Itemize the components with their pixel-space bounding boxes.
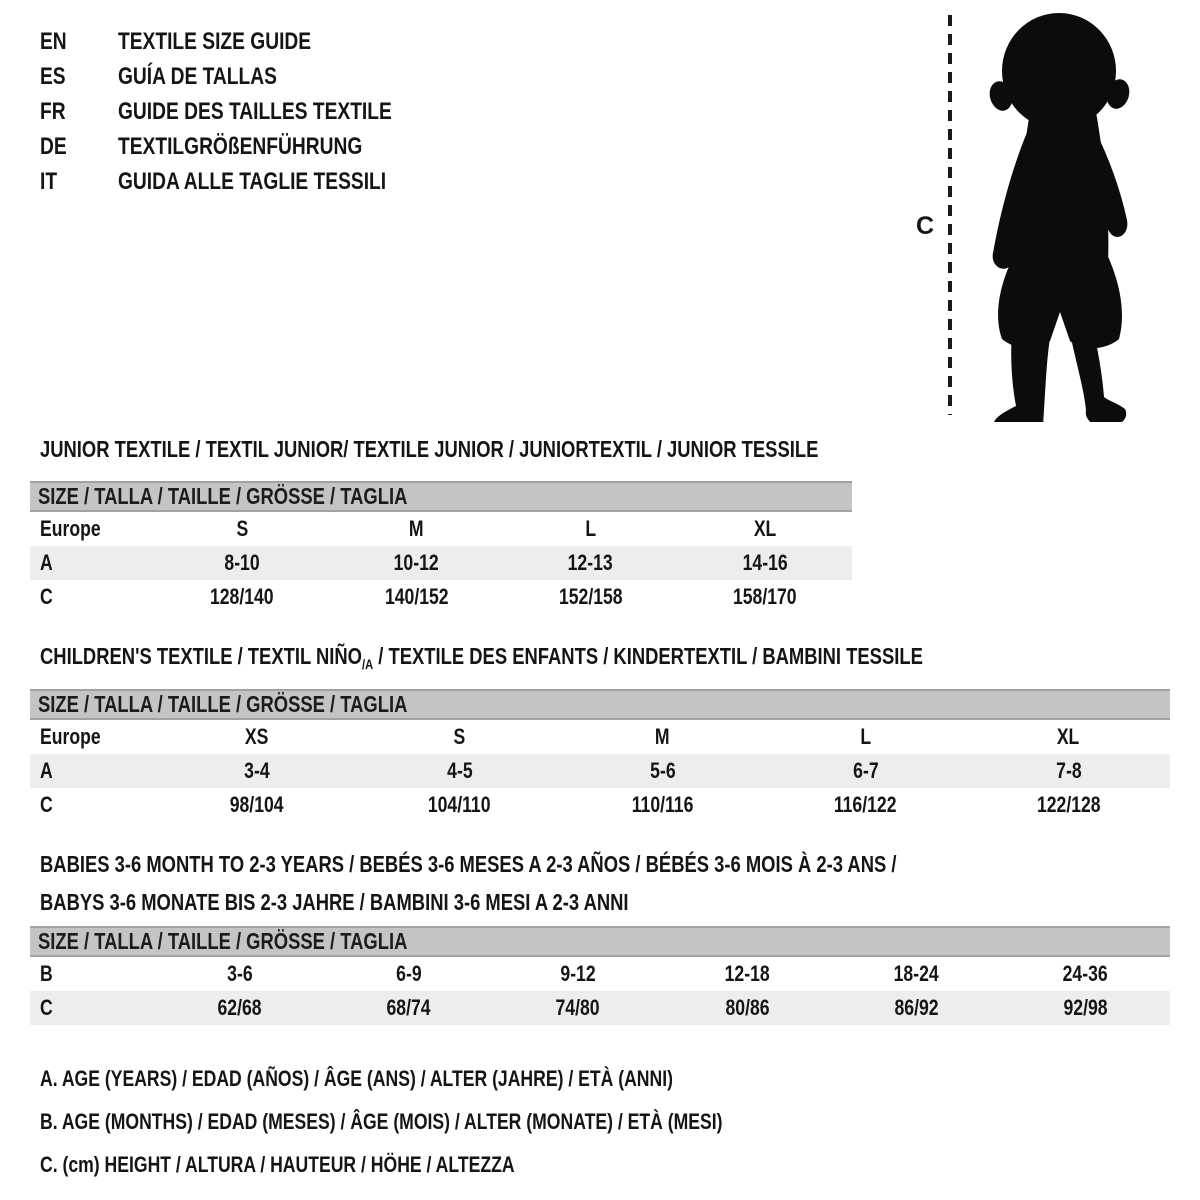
table-row-height [30,788,1170,822]
children-section-title [40,643,1144,677]
table-cell: 14-16 [742,550,788,575]
table-cell: S [236,516,248,541]
table-cell: 7-8 [1055,758,1082,783]
table-cell: M [409,516,424,541]
table-cell: 86/92 [894,995,939,1020]
junior-size-table [30,481,852,614]
lang-title-it: GUIDA ALLE TAGLIE TESSILI [118,168,387,195]
legend-line-a: A. AGE (YEARS) / EDAD (AÑOS) / ÂGE (ANS) / ALTER (JAHRE) / ETÀ (ANNI) [40,1066,673,1091]
size-header-band: SIZE / TALLA / TAILLE / GRÖSSE / TAGLIA [30,481,852,512]
table-row-europe [30,512,852,546]
size-header-band: SIZE / TALLA / TAILLE / GRÖSSE / TAGLIA [30,689,1170,720]
table-cell: XL [753,516,777,541]
babies-size-table [30,926,1170,1025]
lang-title-en: TEXTILE SIZE GUIDE [118,28,312,55]
table-cell: 158/170 [733,584,797,609]
legend-line-c: C. (cm) HEIGHT / ALTURA / HAUTEUR / HÖHE / ALTEZZA [40,1152,515,1177]
table-cell: 9-12 [560,961,596,986]
row-label: C [40,584,53,609]
table-row-age [30,546,852,580]
table-cell: 140/152 [384,584,449,609]
lang-code-en: EN [40,28,67,55]
table-row-height [30,580,852,614]
table-cell: M [655,724,670,749]
measure-label-c: C [915,212,935,240]
lang-title-es: GUÍA DE TALLAS [118,63,277,90]
junior-section-title: JUNIOR TEXTILE / TEXTIL JUNIOR/ TEXTILE JUNIOR / JUNIORTEXTIL / JUNIOR TESSILE [40,436,819,462]
table-cell: 80/86 [725,995,770,1020]
table-cell: 104/110 [428,792,491,817]
table-cell: 5-6 [649,758,676,783]
row-label: Europe [40,724,101,749]
row-label: C [40,995,53,1020]
table-cell: 128/140 [210,584,274,609]
table-cell: 12-13 [568,550,614,575]
table-cell: 74/80 [555,995,600,1020]
table-cell: 10-12 [393,550,439,575]
table-cell: 4-5 [446,758,473,783]
table-cell: 24-36 [1062,961,1108,986]
table-cell: 8-10 [224,550,260,575]
table-cell: 6-9 [396,961,422,986]
table-cell: 3-4 [243,758,270,783]
table-cell: L [585,516,596,541]
row-label: B [40,961,53,986]
lang-code-it: IT [40,168,58,195]
lang-code-fr: FR [40,98,66,125]
measurement-legend [40,1066,893,1177]
table-cell: L [860,724,871,749]
table-cell: XL [1057,724,1080,749]
babies-section-title-line2: BABYS 3-6 MONATE BIS 2-3 JAHRE / BAMBINI 3-6 MESI A 2-3 ANNI [40,889,629,915]
table-cell: 12-18 [724,961,770,986]
table-cell: 152/158 [558,584,623,609]
children-title-sub: /A [361,656,374,672]
row-label: Europe [40,516,101,541]
babies-section-title-line1: BABIES 3-6 MONTH TO 2-3 YEARS / BEBÉS 3-6 MESES A 2-3 AÑOS / BÉBÉS 3-6 MOIS À 2-3 ANS / [40,851,897,877]
table-cell: 92/98 [1063,995,1108,1020]
dashed-measure-line [946,15,954,415]
table-cell: 62/68 [217,995,262,1020]
children-title-main: CHILDREN'S TEXTILE / TEXTIL NIÑO [40,643,362,669]
table-cell: 98/104 [229,792,284,817]
table-row-months [30,957,1170,991]
row-label: A [40,758,53,783]
table-cell: 122/128 [1036,792,1101,817]
lang-title-de: TEXTILGRÖßENFÜHRUNG [118,133,363,160]
language-title-list [40,30,460,193]
table-cell: 6-7 [852,758,879,783]
children-title-rest: / TEXTILE DES ENFANTS / KINDERTEXTIL / BAMBINI TESSILE [373,643,923,669]
table-cell: XS [244,724,269,749]
row-label: A [40,550,53,575]
children-size-table [30,689,1170,822]
table-cell: 18-24 [893,961,939,986]
table-row-height [30,991,1170,1025]
legend-line-b: B. AGE (MONTHS) / EDAD (MESES) / ÂGE (MOIS) / ALTER (MONATE) / ETÀ (MESI) [40,1109,723,1134]
table-cell: 3-6 [226,961,253,986]
baby-silhouette-icon [958,10,1170,422]
table-cell: 110/116 [631,792,694,817]
table-cell: 68/74 [386,995,431,1020]
row-label: C [40,792,53,817]
table-row-europe [30,720,1170,754]
table-cell: S [453,724,466,749]
table-row-age [30,754,1170,788]
lang-title-fr: GUIDE DES TAILLES TEXTILE [118,98,392,125]
lang-code-es: ES [40,63,66,90]
table-cell: 116/122 [834,792,897,817]
size-header-band: SIZE / TALLA / TAILLE / GRÖSSE / TAGLIA [30,926,1170,957]
lang-code-de: DE [40,133,67,160]
